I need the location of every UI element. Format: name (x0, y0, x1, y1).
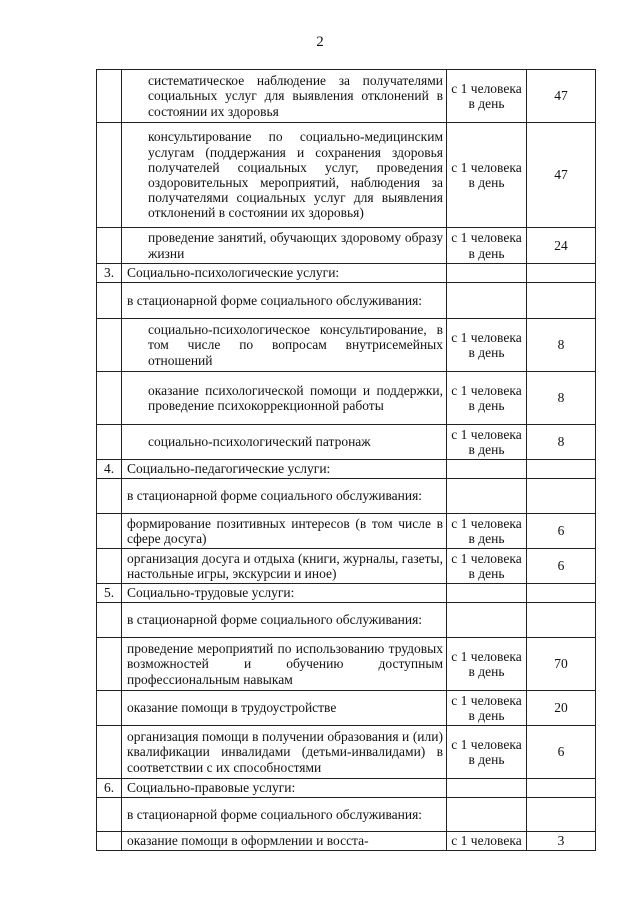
service-name: систематическое наблюдение за получателями социальных услуг для выявления отклонений в состоянии их здоровья (122, 70, 447, 123)
unit-cell: с 1 человека в день (447, 228, 527, 264)
unit-cell (447, 603, 527, 638)
value-cell: 6 (527, 514, 596, 549)
value-cell: 20 (527, 691, 596, 726)
row-number (97, 319, 122, 372)
row-number (97, 549, 122, 584)
section-header-row (97, 584, 596, 603)
service-name: консультирование по социально-медицинским услугам (поддержания и сохранения здоровья получателей социальных услуг, проведения оздоровительных мероприятий, наблюдения за получателями социальных услуг для выявления отклонений в состоянии их здоровья) (122, 123, 447, 228)
row-number (97, 726, 122, 779)
table-row (97, 638, 596, 691)
service-name: оказание помощи в оформлении и восста- (122, 832, 447, 851)
value-cell (527, 264, 596, 283)
row-number (97, 603, 122, 638)
section-header-row (97, 779, 596, 798)
section-title: Социально-правовые услуги: (122, 779, 447, 798)
unit-cell: с 1 человека в день (447, 319, 527, 372)
unit-cell (447, 264, 527, 283)
table-row (97, 425, 596, 460)
unit-cell: с 1 человека (447, 832, 527, 851)
value-cell: 6 (527, 726, 596, 779)
service-name: организация помощи в получении образования и (или) квалификации инвалидами (детьми-инвалидами) в соответствии с их способностями (122, 726, 447, 779)
table-row (97, 70, 596, 123)
table-body (97, 70, 596, 851)
row-number (97, 691, 122, 726)
value-cell (527, 603, 596, 638)
unit-cell (447, 798, 527, 832)
services-table (96, 69, 596, 851)
row-number (97, 372, 122, 425)
form-row (97, 479, 596, 514)
service-form-label: в стационарной форме социального обслуживания: (122, 603, 447, 638)
value-cell: 6 (527, 549, 596, 584)
service-name: оказание психологической помощи и поддержки, проведение психокоррекционной работы (122, 372, 447, 425)
section-header-row (97, 460, 596, 479)
unit-cell: с 1 человека в день (447, 425, 527, 460)
unit-cell: с 1 человека в день (447, 514, 527, 549)
value-cell: 3 (527, 832, 596, 851)
unit-cell (447, 460, 527, 479)
service-name: организация досуга и отдыха (книги, журналы, газеты, настольные игры, экскурсии и иное) (122, 549, 447, 584)
section-title: Социально-педагогические услуги: (122, 460, 447, 479)
unit-cell (447, 779, 527, 798)
section-number: 4. (97, 460, 122, 479)
value-cell (527, 460, 596, 479)
unit-cell: с 1 человека в день (447, 123, 527, 228)
service-name: социально-психологический патронаж (122, 425, 447, 460)
service-form-label: в стационарной форме социального обслуживания: (122, 798, 447, 832)
form-row (97, 798, 596, 832)
value-cell (527, 584, 596, 603)
service-name: проведение занятий, обучающих здоровому образу жизни (122, 228, 447, 264)
table-row (97, 726, 596, 779)
unit-cell (447, 283, 527, 319)
section-number: 6. (97, 779, 122, 798)
row-number (97, 798, 122, 832)
table-row (97, 832, 596, 851)
row-number (97, 123, 122, 228)
row-number (97, 70, 122, 123)
value-cell (527, 283, 596, 319)
service-form-label: в стационарной форме социального обслуживания: (122, 479, 447, 514)
value-cell: 8 (527, 425, 596, 460)
table-row (97, 123, 596, 228)
value-cell (527, 798, 596, 832)
service-name: проведение мероприятий по использованию трудовых возможностей и обучению доступным профессиональным навыкам (122, 638, 447, 691)
row-number (97, 514, 122, 549)
unit-cell (447, 479, 527, 514)
section-number: 5. (97, 584, 122, 603)
table-row (97, 319, 596, 372)
table-row (97, 372, 596, 425)
service-name: социально-психологическое консультирование, в том числе по вопросам внутрисемейных отношений (122, 319, 447, 372)
service-name: оказание помощи в трудоустройстве (122, 691, 447, 726)
section-title: Социально-трудовые услуги: (122, 584, 447, 603)
service-form-label: в стационарной форме социального обслуживания: (122, 283, 447, 319)
value-cell: 8 (527, 372, 596, 425)
unit-cell: с 1 человека в день (447, 372, 527, 425)
table-row (97, 228, 596, 264)
row-number (97, 283, 122, 319)
section-title: Социально-психологические услуги: (122, 264, 447, 283)
table-row (97, 549, 596, 584)
section-number: 3. (97, 264, 122, 283)
section-header-row (97, 264, 596, 283)
unit-cell (447, 584, 527, 603)
unit-cell: с 1 человека в день (447, 691, 527, 726)
value-cell: 47 (527, 123, 596, 228)
row-number (97, 638, 122, 691)
value-cell (527, 479, 596, 514)
unit-cell: с 1 человека в день (447, 726, 527, 779)
table-row (97, 691, 596, 726)
page-number: 2 (316, 34, 324, 50)
value-cell: 8 (527, 319, 596, 372)
form-row (97, 283, 596, 319)
row-number (97, 832, 122, 851)
unit-cell: с 1 человека в день (447, 638, 527, 691)
value-cell: 47 (527, 70, 596, 123)
value-cell: 70 (527, 638, 596, 691)
row-number (97, 479, 122, 514)
unit-cell: с 1 человека в день (447, 70, 527, 123)
service-name: формирование позитивных интересов (в том числе в сфере досуга) (122, 514, 447, 549)
row-number (97, 228, 122, 264)
value-cell: 24 (527, 228, 596, 264)
unit-cell: с 1 человека в день (447, 549, 527, 584)
form-row (97, 603, 596, 638)
table-row (97, 514, 596, 549)
value-cell (527, 779, 596, 798)
row-number (97, 425, 122, 460)
